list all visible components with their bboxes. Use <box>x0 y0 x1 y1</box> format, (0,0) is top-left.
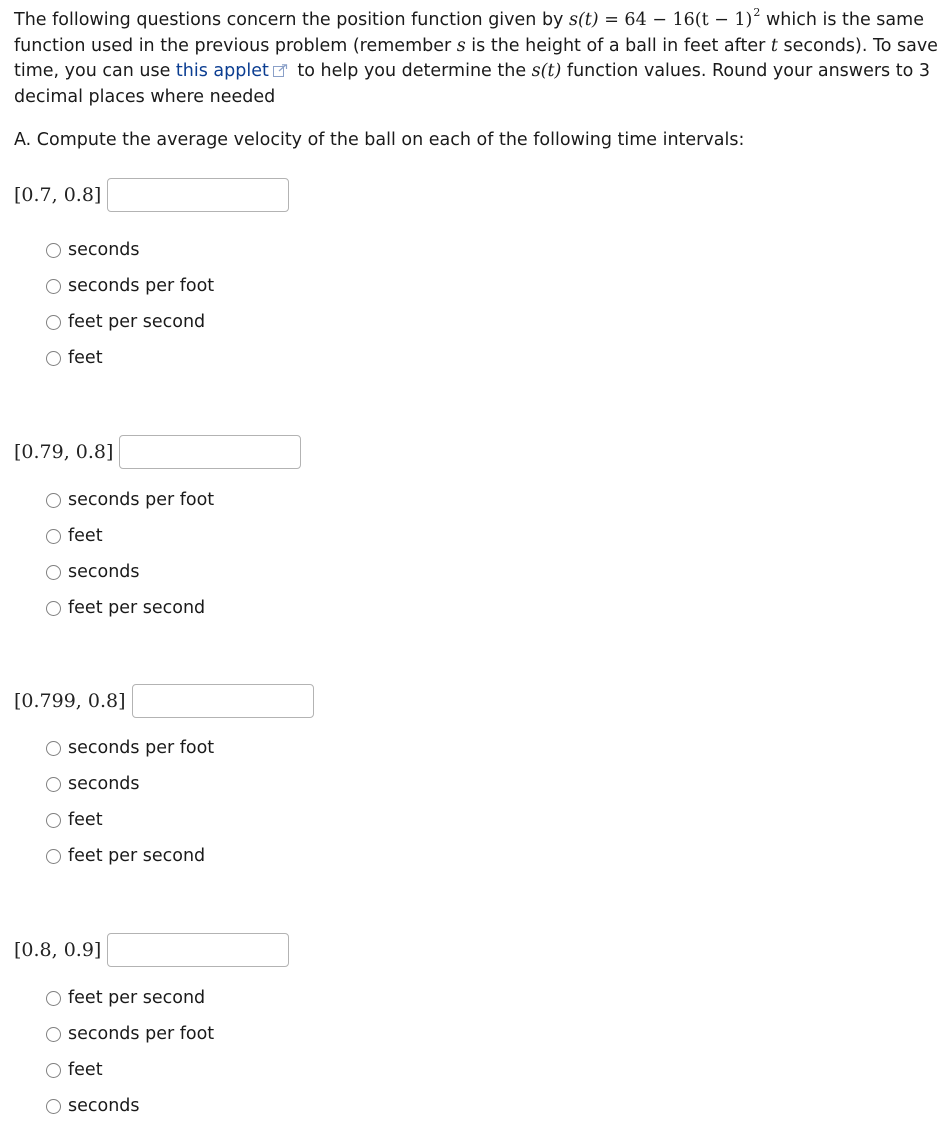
radio-button[interactable] <box>46 601 61 616</box>
radio-button[interactable] <box>46 529 61 544</box>
intro-text-4: seconds). To save time, you can use <box>14 36 938 81</box>
func-ref: s(t) <box>531 61 562 81</box>
intro-text-5: to help you determine the <box>291 61 532 81</box>
option-label: seconds <box>68 240 140 260</box>
unit-options-4 <box>46 980 214 1124</box>
radio-button[interactable] <box>46 991 61 1006</box>
unit-option[interactable] <box>46 340 214 376</box>
unit-option[interactable] <box>46 802 214 838</box>
option-label: seconds per foot <box>68 1024 215 1044</box>
interval-label: [0.8, 0.9] <box>14 939 102 961</box>
var-t: t <box>770 36 778 56</box>
radio-button[interactable] <box>46 565 61 580</box>
option-label: feet per second <box>68 598 206 618</box>
unit-option[interactable] <box>46 766 214 802</box>
option-label: feet <box>68 1060 103 1080</box>
unit-option[interactable] <box>46 1016 214 1052</box>
option-label: seconds <box>68 562 140 582</box>
unit-option[interactable] <box>46 482 214 518</box>
unit-option[interactable] <box>46 1088 214 1124</box>
option-label: feet per second <box>68 988 206 1008</box>
option-label: seconds per foot <box>68 490 215 510</box>
formula-rhs: = 64 − 16(t − 1) <box>598 10 753 30</box>
unit-option[interactable] <box>46 268 214 304</box>
part-a-prompt: A. Compute the average velocity of the ball on each of the following time intervals: <box>14 130 745 150</box>
radio-button[interactable] <box>46 813 61 828</box>
unit-option[interactable] <box>46 838 214 874</box>
problem-intro <box>14 8 944 110</box>
unit-options-2 <box>46 482 214 626</box>
applet-link[interactable]: this applet <box>175 61 269 81</box>
radio-button[interactable] <box>46 849 61 864</box>
unit-option[interactable] <box>46 980 214 1016</box>
answer-input[interactable] <box>132 684 314 718</box>
option-label: seconds <box>68 774 140 794</box>
unit-option[interactable] <box>46 304 214 340</box>
option-label: feet per second <box>68 846 206 866</box>
unit-option[interactable] <box>46 554 214 590</box>
external-link-icon[interactable] <box>273 60 288 85</box>
radio-button[interactable] <box>46 1063 61 1078</box>
position-formula <box>568 6 761 30</box>
option-label: feet <box>68 526 103 546</box>
radio-button[interactable] <box>46 315 61 330</box>
interval-row-2 <box>14 432 301 472</box>
answer-input[interactable] <box>107 178 289 212</box>
unit-option[interactable] <box>46 232 214 268</box>
intro-text-1: The following questions concern the position function given by <box>14 10 569 30</box>
radio-button[interactable] <box>46 1027 61 1042</box>
radio-button[interactable] <box>46 493 61 508</box>
interval-row-1 <box>14 175 289 215</box>
unit-options-1 <box>46 232 214 376</box>
intro-text-3: is the height of a ball in feet after <box>465 36 771 56</box>
option-label: seconds per foot <box>68 738 215 758</box>
interval-label: [0.799, 0.8] <box>14 690 126 712</box>
interval-row-4 <box>14 930 289 970</box>
unit-option[interactable] <box>46 590 214 626</box>
intro-text-6: function values. Round your answers to 3 decimal places where needed <box>14 61 930 107</box>
option-label: feet <box>68 348 103 368</box>
option-label: feet <box>68 810 103 830</box>
answer-input[interactable] <box>119 435 301 469</box>
unit-option[interactable] <box>46 1052 214 1088</box>
unit-option[interactable] <box>46 730 214 766</box>
radio-button[interactable] <box>46 279 61 294</box>
option-label: seconds <box>68 1096 140 1116</box>
option-label: feet per second <box>68 312 206 332</box>
radio-button[interactable] <box>46 1099 61 1114</box>
radio-button[interactable] <box>46 777 61 792</box>
interval-label: [0.7, 0.8] <box>14 184 102 206</box>
radio-button[interactable] <box>46 741 61 756</box>
formula-lhs: s(t) <box>568 10 599 30</box>
unit-option[interactable] <box>46 518 214 554</box>
formula-exponent: 2 <box>753 6 761 19</box>
unit-options-3 <box>46 730 214 874</box>
radio-button[interactable] <box>46 351 61 366</box>
interval-row-3 <box>14 681 314 721</box>
answer-input[interactable] <box>107 933 289 967</box>
interval-label: [0.79, 0.8] <box>14 441 114 463</box>
option-label: seconds per foot <box>68 276 215 296</box>
intro-text-2: which is the same function used in the previous problem (remember <box>14 10 924 56</box>
radio-button[interactable] <box>46 243 61 258</box>
var-s: s <box>456 36 466 56</box>
